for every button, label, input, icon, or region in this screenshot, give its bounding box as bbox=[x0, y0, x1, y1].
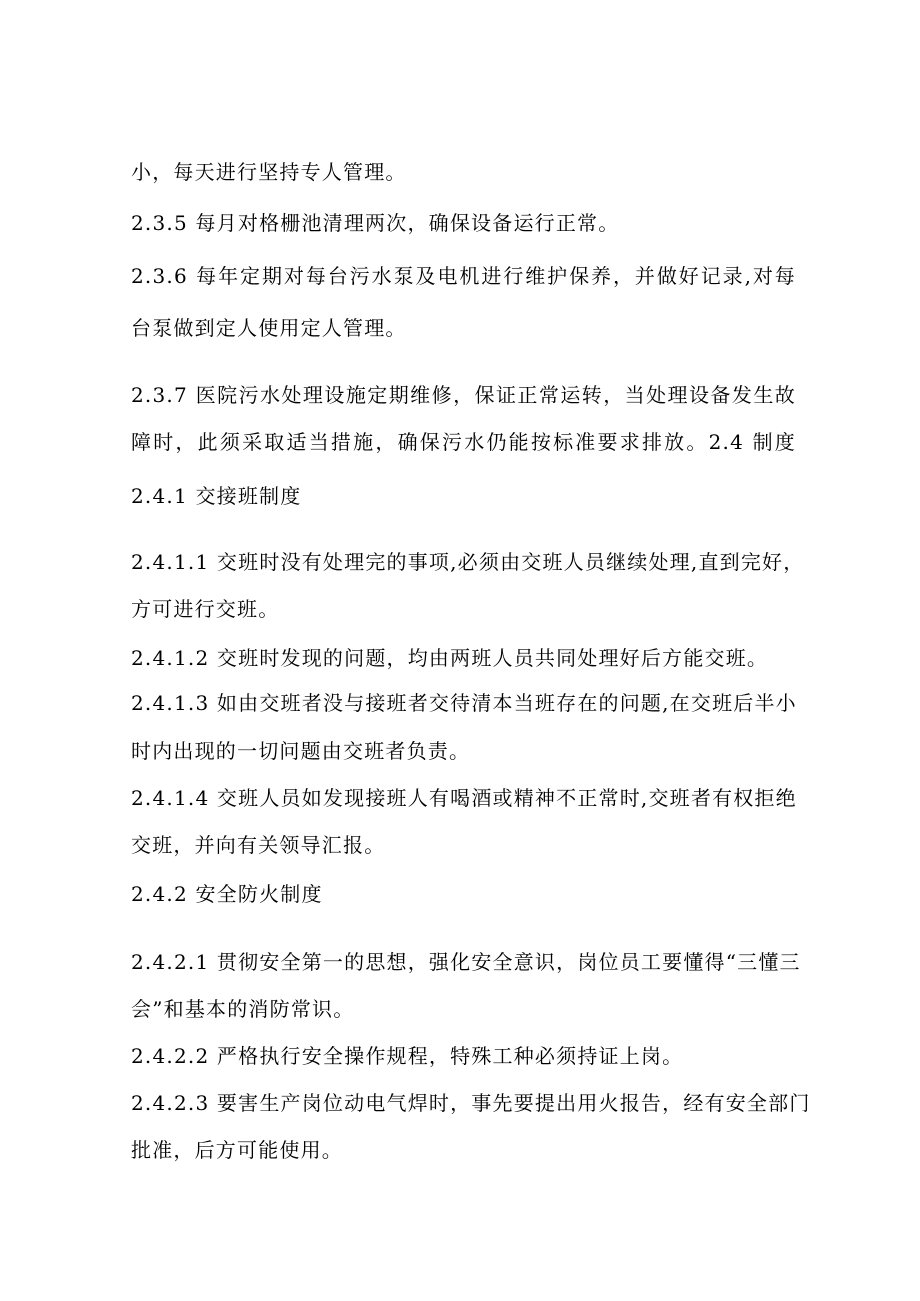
text-line: 2.4.1.1 交班时没有处理完的事项,必须由交班人员继续处理,直到完好， bbox=[131, 550, 805, 574]
text-line: 小，每天进行坚持专人管理。 bbox=[131, 160, 407, 184]
text-line: 2.4.2.2 严格执行安全操作规程，特殊工种必须持证上岗。 bbox=[131, 1044, 684, 1068]
section-heading: 2.4.1 交接班制度 bbox=[131, 484, 302, 508]
text-line: 2.4.1.4 交班人员如发现接班人有喝酒或精神不正常时,交班者有权拒绝 bbox=[131, 786, 797, 810]
text-line: 2.4.1.3 如由交班者没与接班者交待清本当班存在的问题,在交班后半小 bbox=[131, 691, 797, 715]
text-line: 2.3.7 医院污水处理设施定期维修，保证正常运转，当处理设备发生故 bbox=[131, 383, 796, 407]
text-line: 2.4.1.2 交班时发现的问题，均由两班人员共同处理好后方能交班。 bbox=[131, 646, 769, 670]
section-heading: 2.4.2 安全防火制度 bbox=[131, 882, 323, 906]
text-line: 2.3.6 每年定期对每台污水泵及电机进行维护保养，并做好记录,对每 bbox=[131, 264, 796, 288]
text-line: 时内出现的一切问题由交班者负责。 bbox=[131, 739, 471, 763]
text-line: 批准，后方可能使用。 bbox=[131, 1138, 343, 1162]
text-line: 障时，此须采取适当措施，确保污水仍能按标准要求排放。2.4 制度 bbox=[131, 430, 796, 454]
text-line: 方可进行交班。 bbox=[131, 597, 280, 621]
text-line: 交班，并向有关领导汇报。 bbox=[131, 833, 386, 857]
text-line: 台泵做到定人使用定人管理。 bbox=[131, 316, 407, 340]
text-line: 2.4.2.3 要害生产岗位动电气焊时，事先要提出用火报告，经有安全部门 bbox=[131, 1091, 811, 1115]
text-line: 2.4.2.1 贯彻安全第一的思想，强化安全意识，岗位员工要懂得“三懂三 bbox=[131, 950, 801, 974]
text-line: 2.3.5 每月对格栅池清理两次，确保设备运行正常。 bbox=[131, 211, 620, 235]
text-line: 会”和基本的消防常识。 bbox=[131, 997, 355, 1021]
